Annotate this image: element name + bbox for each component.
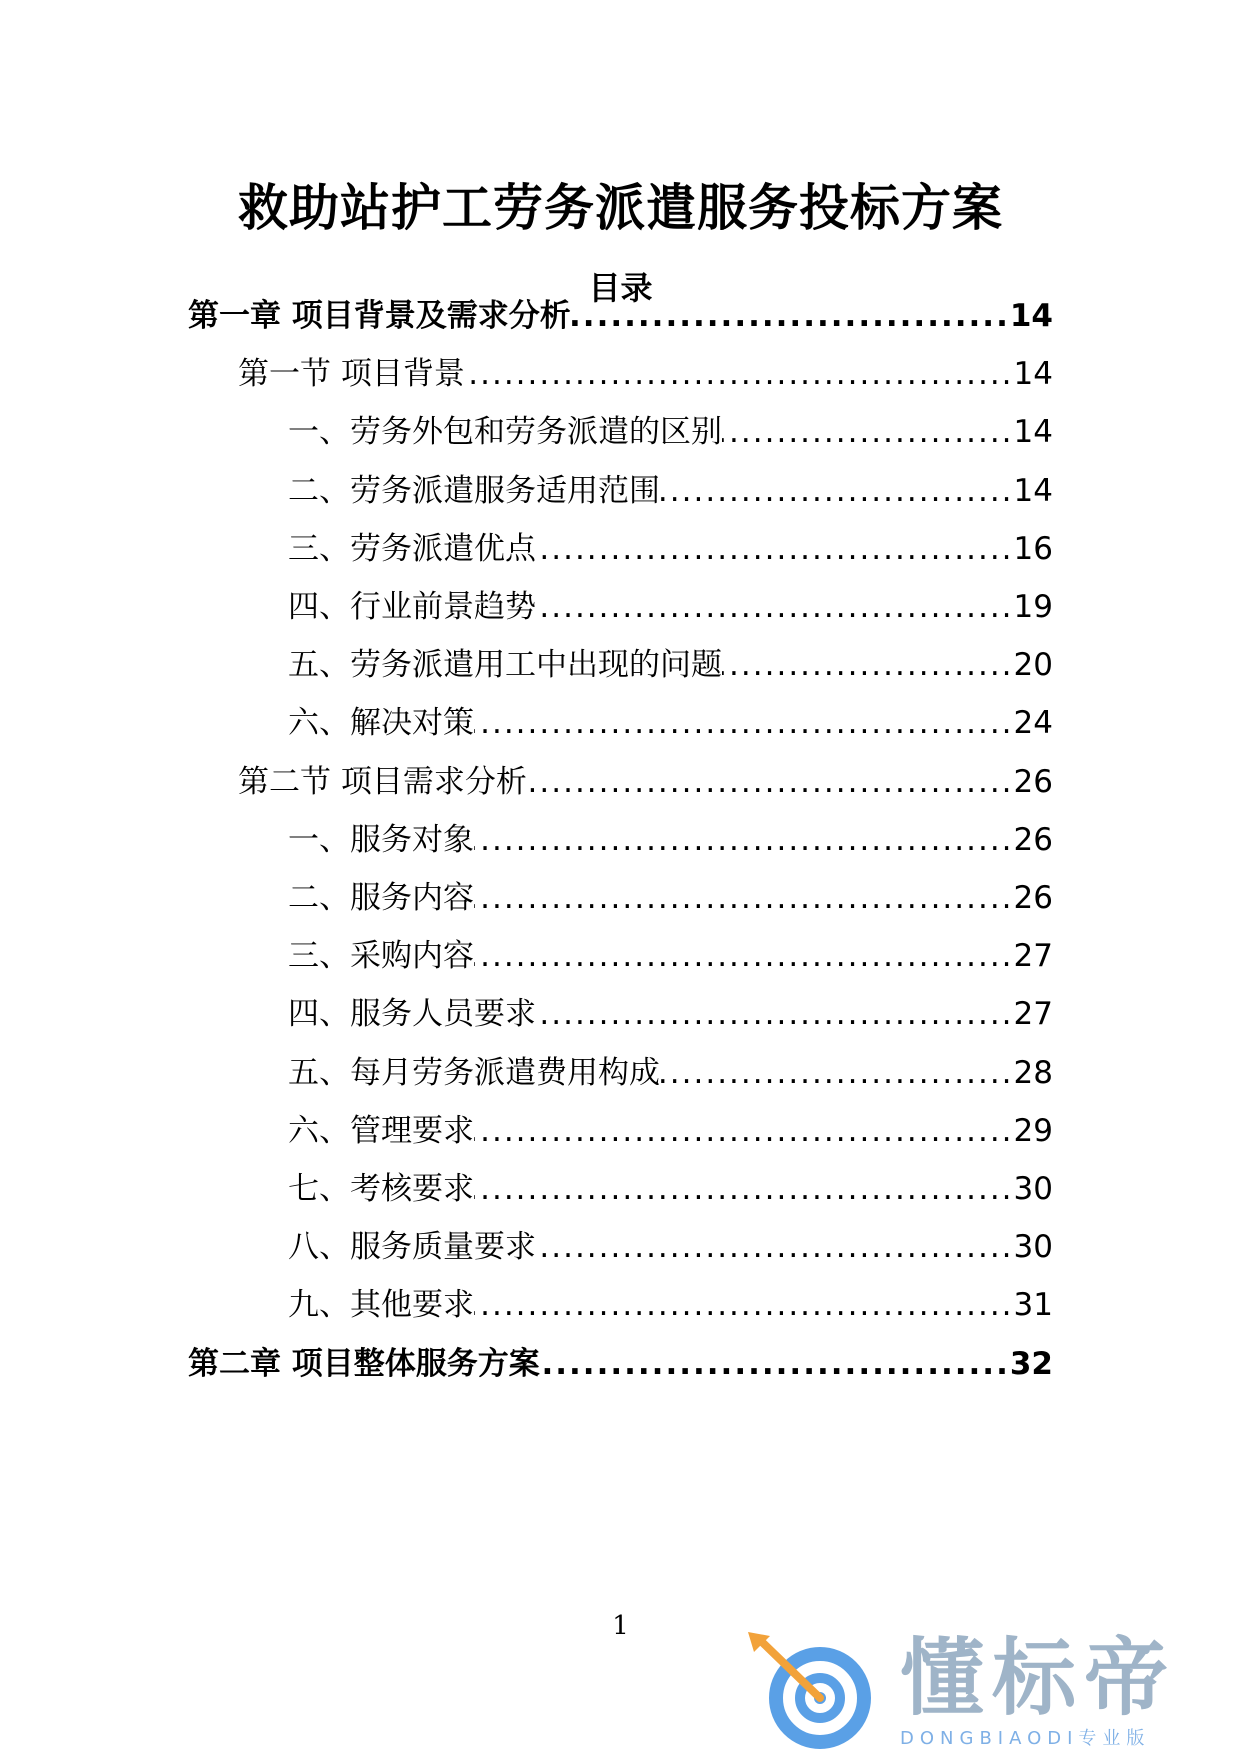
- toc-dot-leader: [474, 1283, 1014, 1327]
- toc-entry[interactable]: [288, 701, 1053, 745]
- toc-entry-page-number: 28: [1013, 1054, 1053, 1091]
- toc-entry-title: 一、服务对象: [288, 821, 474, 858]
- toc-dot-leader: [465, 352, 1014, 396]
- toc-dot-leader: [660, 469, 1014, 513]
- toc-entry-page-number: 32: [1009, 1345, 1053, 1382]
- toc-entry-title: 八、服务质量要求: [288, 1229, 536, 1266]
- toc-dot-leader: [536, 1225, 1014, 1269]
- toc-entry-title: 六、管理要求: [288, 1112, 474, 1149]
- page-number: 1: [612, 1611, 629, 1641]
- toc-entry[interactable]: [288, 992, 1053, 1036]
- toc-entry-page-number: 19: [1013, 589, 1053, 625]
- toc-entry-title: 四、行业前景趋势: [288, 589, 536, 625]
- toc-heading: 目录: [588, 269, 653, 307]
- toc-entry-title: 一、劳务外包和劳务派遣的区别: [288, 414, 722, 451]
- toc-entry-title: 第二节 项目需求分析: [238, 763, 527, 800]
- toc-entry[interactable]: [288, 1167, 1053, 1211]
- toc-entry-page-number: 29: [1013, 1112, 1053, 1149]
- toc-entry[interactable]: [238, 352, 1053, 396]
- target-arrow-icon: [740, 1628, 890, 1754]
- toc-dot-leader: [536, 585, 1014, 629]
- toc-dot-leader: [722, 643, 1014, 687]
- toc-entry-page-number: 20: [1013, 647, 1053, 684]
- toc-entry-title: 二、服务内容: [288, 880, 474, 916]
- toc-dot-leader: [722, 410, 1014, 454]
- toc-dot-leader: [660, 1051, 1014, 1095]
- toc-entry-page-number: 14: [1013, 356, 1053, 393]
- watermark-logo: [740, 1628, 1220, 1754]
- toc-entry-page-number: 24: [1013, 705, 1053, 742]
- toc-entry[interactable]: [288, 469, 1053, 513]
- toc-entry[interactable]: [288, 1109, 1053, 1153]
- toc-entry-title: 第二章 项目整体服务方案: [188, 1345, 540, 1382]
- watermark-subtitle: DONGBIAODI专业版: [900, 1728, 1151, 1749]
- toc-dot-leader: [474, 934, 1014, 978]
- toc-dot-leader: [474, 701, 1014, 745]
- toc-dot-leader: [536, 992, 1014, 1036]
- toc-entry-page-number: 30: [1013, 1171, 1053, 1207]
- toc-entry-page-number: 27: [1013, 938, 1053, 975]
- toc-entry-title: 四、服务人员要求: [288, 996, 536, 1033]
- toc-entry[interactable]: [288, 1225, 1053, 1269]
- toc-entry-page-number: 26: [1013, 821, 1053, 858]
- document-title: 救助站护工劳务派遣服务投标方案: [238, 179, 1003, 237]
- toc-entry-page-number: 26: [1013, 880, 1053, 916]
- toc-dot-leader: [571, 294, 1010, 338]
- toc-entry-title: 三、劳务派遣优点: [288, 530, 536, 567]
- toc-entry-title: 五、每月劳务派遣费用构成: [288, 1054, 660, 1091]
- toc-entry[interactable]: [238, 760, 1053, 804]
- toc-dot-leader: [474, 818, 1014, 862]
- toc-dot-leader: [474, 1109, 1014, 1153]
- toc-dot-leader: [540, 1342, 1010, 1386]
- toc-entry[interactable]: [288, 818, 1053, 862]
- toc-entry-title: 七、考核要求: [288, 1171, 474, 1207]
- toc-entry[interactable]: [288, 934, 1053, 978]
- toc-dot-leader: [536, 527, 1014, 571]
- toc-dot-leader: [474, 876, 1014, 920]
- toc-entry-title: 三、采购内容: [288, 938, 474, 975]
- toc-dot-leader: [527, 760, 1014, 804]
- toc-entry[interactable]: [288, 1283, 1053, 1327]
- toc-entry-page-number: 14: [1009, 298, 1053, 334]
- toc-entry-page-number: 27: [1013, 996, 1053, 1033]
- toc-entry-title: 五、劳务派遣用工中出现的问题: [288, 647, 722, 684]
- toc-entry[interactable]: [288, 876, 1053, 920]
- toc-entry-title: 六、解决对策: [288, 705, 474, 742]
- toc-entry-page-number: 31: [1013, 1287, 1053, 1324]
- toc-entry-title: 第一节 项目背景: [238, 356, 465, 393]
- toc-entry[interactable]: [288, 410, 1053, 454]
- toc-entry-page-number: 26: [1013, 763, 1053, 800]
- toc-entry-page-number: 30: [1013, 1229, 1053, 1266]
- toc-entry-page-number: 14: [1013, 472, 1053, 509]
- toc-entry-title: 二、劳务派遣服务适用范围: [288, 472, 660, 509]
- toc-entry[interactable]: [288, 585, 1053, 629]
- toc-dot-leader: [474, 1167, 1014, 1211]
- watermark-brand: 懂标帝: [900, 1629, 1177, 1727]
- toc-entry[interactable]: [188, 294, 1053, 338]
- toc-entry-title: 第一章 项目背景及需求分析: [188, 298, 571, 334]
- toc-entry-page-number: 14: [1013, 414, 1053, 451]
- toc-entry-page-number: 16: [1013, 530, 1053, 567]
- toc-entry[interactable]: [288, 1051, 1053, 1095]
- toc-entry-title: 九、其他要求: [288, 1287, 474, 1324]
- toc-entry[interactable]: [188, 1342, 1053, 1386]
- toc-entry[interactable]: [288, 527, 1053, 571]
- toc-entry[interactable]: [288, 643, 1053, 687]
